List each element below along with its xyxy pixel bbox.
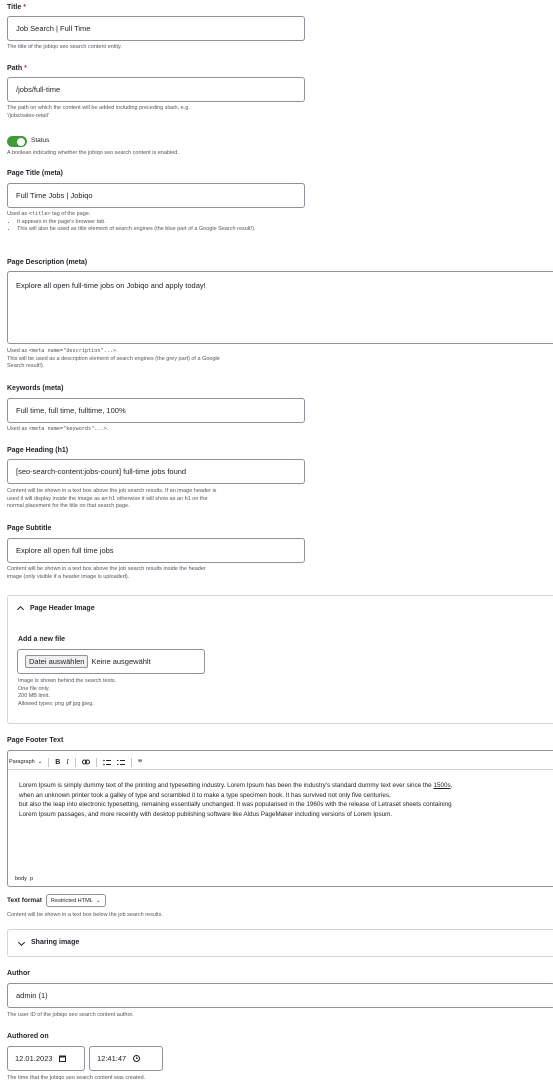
toolbar-separator xyxy=(75,758,76,767)
page-title-description xyxy=(7,211,297,234)
authored-on-description: The time that the jobiqo seo search content was created. xyxy=(7,1075,146,1081)
content-line xyxy=(19,781,549,791)
page-subtitle-description xyxy=(7,566,206,581)
page-heading-value: [seo-search-content:jobs-count] full-time jobs found xyxy=(16,467,187,476)
content-line: when an unknown printer took a galley of type and scrambled it to make a type specimen book. It has survived not only five centuries, xyxy=(19,791,391,799)
time-value: 12:41:47 xyxy=(97,1054,127,1063)
toolbar-divider xyxy=(8,769,553,770)
clock-icon[interactable] xyxy=(133,1055,140,1062)
text-format-select[interactable] xyxy=(46,894,106,907)
keywords-label: Keywords (meta) xyxy=(7,385,64,392)
desc-line: One file only. xyxy=(18,685,50,692)
desc-text: Used as xyxy=(7,426,29,432)
content-line: but also the leap into electronic typesetting, remaining essentially unchanged. It was popularised in the 1960s with the release of Letraset sheets containing xyxy=(19,801,452,809)
title-input[interactable] xyxy=(7,16,305,41)
author-value: admin (1) xyxy=(16,991,48,1000)
page-title-label: Page Title (meta) xyxy=(7,170,63,177)
page-subtitle-value: Explore all open full time jobs xyxy=(16,546,114,555)
page-subtitle-label: Page Subtitle xyxy=(7,525,52,532)
add-file-label: Add a new file xyxy=(18,636,66,643)
desc-line: Content will be shown in a text box above the job search results. If an image header is xyxy=(7,488,217,494)
page-footer-text-label: Page Footer Text xyxy=(7,737,64,744)
title-label-text: Title xyxy=(7,4,22,11)
desc-line: This will be used as a description element of search engines (the grey part) of a Google xyxy=(7,355,220,362)
content-text: , xyxy=(450,782,453,789)
path-body[interactable]: body xyxy=(15,876,27,882)
page-subtitle-input[interactable] xyxy=(7,538,305,563)
keywords-description xyxy=(7,426,108,434)
page-description-label: Page Description (meta) xyxy=(7,259,88,266)
chevron-down-icon xyxy=(18,939,25,946)
no-file-text: Keine ausgewählt xyxy=(91,657,151,666)
path-label-text: Path xyxy=(7,65,23,72)
sharing-image-title: Sharing image xyxy=(31,939,80,946)
paragraph-dropdown-label: Paragraph xyxy=(9,759,35,765)
required-marker: * xyxy=(23,4,26,11)
calendar-icon[interactable] xyxy=(59,1055,66,1062)
desc-code: <title> xyxy=(28,211,51,217)
page-header-image-title: Page Header Image xyxy=(30,605,95,612)
status-toggle[interactable] xyxy=(7,136,27,147)
text-format-label: Text format xyxy=(7,897,42,904)
element-path xyxy=(15,876,33,882)
path-input[interactable] xyxy=(7,77,305,102)
desc-text: Used as xyxy=(7,348,29,354)
desc-line: Image is shown behind the search texts. xyxy=(18,678,117,684)
page-title-value: Full Time Jobs | Jobiqo xyxy=(16,191,93,200)
desc-text: . xyxy=(116,348,118,354)
desc-line: Content will be shown in a text box above the job search results inside the header xyxy=(7,566,206,572)
keywords-input[interactable] xyxy=(7,398,305,423)
page-heading-input[interactable] xyxy=(7,459,305,484)
bulleted-list-icon[interactable] xyxy=(103,759,111,766)
content-text: Lorem Ipsum is simply dummy text of the printing and typesetting industry. Lorem Ipsum has been the industry's standard dummy text ever since the xyxy=(19,782,434,789)
page-header-image-summary[interactable] xyxy=(7,595,553,623)
title-value: Job Search | Full Time xyxy=(16,24,91,33)
page-title-input[interactable] xyxy=(7,183,305,208)
toolbar-separator xyxy=(96,758,97,767)
desc-bullet: • It appears in the page's browser tab. xyxy=(17,219,297,227)
editor-toolbar xyxy=(9,755,148,769)
link-icon[interactable] xyxy=(82,759,90,765)
time-input[interactable] xyxy=(89,1046,163,1071)
footer-editor-content[interactable] xyxy=(19,781,549,820)
content-link[interactable]: 1500s xyxy=(433,782,451,789)
path-description-line: The path on which the content will be added including preceding slash, e.g. xyxy=(7,105,190,111)
desc-line: image (only visible if a header image is uploaded). xyxy=(7,573,130,580)
choose-file-button[interactable]: Datei auswählen xyxy=(25,655,88,668)
title-label xyxy=(7,4,26,11)
chevron-up-icon xyxy=(17,606,24,613)
desc-text: Used as xyxy=(7,211,29,217)
desc-line: Allowed types: png gif jpg jpeg. xyxy=(18,700,94,707)
authored-on-label: Authored on xyxy=(7,1033,49,1040)
path-p[interactable]: p xyxy=(30,876,34,882)
text-format-row xyxy=(7,894,106,907)
content-line: Lorem Ipsum passages, and more recently with desktop publishing software like Aldus PageMaker including versions of Lorem Ipsum. xyxy=(19,811,393,819)
italic-button[interactable]: I xyxy=(66,758,69,766)
text-format-value: Restricted HTML xyxy=(50,897,93,904)
numbered-list-icon[interactable] xyxy=(117,759,125,766)
desc-line: Search result!). xyxy=(7,363,45,369)
status-description: A boolean indicating whether the jobiqo seo search content is enabled. xyxy=(7,150,179,156)
desc-text: tag of the page. xyxy=(50,211,91,217)
blockquote-button[interactable]: ” xyxy=(137,758,143,768)
path-description-line: '/jobs/sales-retail' xyxy=(7,112,49,119)
page-description-value: Explore all open full-time jobs on Jobiqo and apply today! xyxy=(16,281,206,290)
desc-line: 200 MB limit. xyxy=(18,693,50,699)
path-label xyxy=(7,65,27,72)
keywords-value: Full time, full time, fulltime, 100% xyxy=(16,406,126,415)
toolbar-separator xyxy=(48,758,49,767)
page-header-image-description xyxy=(18,678,116,708)
page-heading-label: Page Heading (h1) xyxy=(7,447,69,454)
desc-text: . xyxy=(106,426,109,432)
desc-line: used it will display inside the image as an h1 otherwise it will show as an h1 on the xyxy=(7,495,208,502)
path-description xyxy=(7,105,190,120)
date-value: 12.01.2023 xyxy=(15,1054,53,1063)
file-input[interactable] xyxy=(17,649,205,674)
page-footer-text-description: Content will be shown in a text box below the job search results. xyxy=(7,912,163,918)
author-input[interactable] xyxy=(7,983,553,1008)
page-description-textarea[interactable] xyxy=(7,271,553,344)
desc-line: normal placement for the title on that search page. xyxy=(7,503,130,509)
chevron-down-icon: ⌄ xyxy=(37,759,43,765)
chevron-down-icon: ⌄ xyxy=(95,897,101,904)
paragraph-dropdown[interactable] xyxy=(9,759,42,765)
date-input[interactable] xyxy=(7,1046,85,1071)
desc-bullet: • This will also be used as title element of search engines (the blue part of a Google Search result!). xyxy=(17,226,297,234)
required-marker: * xyxy=(24,65,27,72)
sharing-image-details[interactable] xyxy=(7,929,553,957)
page-heading-description xyxy=(7,488,216,511)
author-description: The user ID of the jobiqo seo search content author. xyxy=(7,1012,134,1018)
toolbar-separator xyxy=(131,758,132,767)
status-label: Status xyxy=(31,137,50,144)
bold-button[interactable]: B xyxy=(55,758,61,766)
desc-code: <meta name="description"...> xyxy=(28,348,117,354)
title-description: The title of the jobiqo seo search content entity. xyxy=(7,44,122,50)
desc-code: <meta name="keywords"...> xyxy=(28,426,107,432)
author-label: Author xyxy=(7,970,30,977)
path-value: /jobs/full-time xyxy=(16,85,61,94)
page-description-description xyxy=(7,348,220,371)
